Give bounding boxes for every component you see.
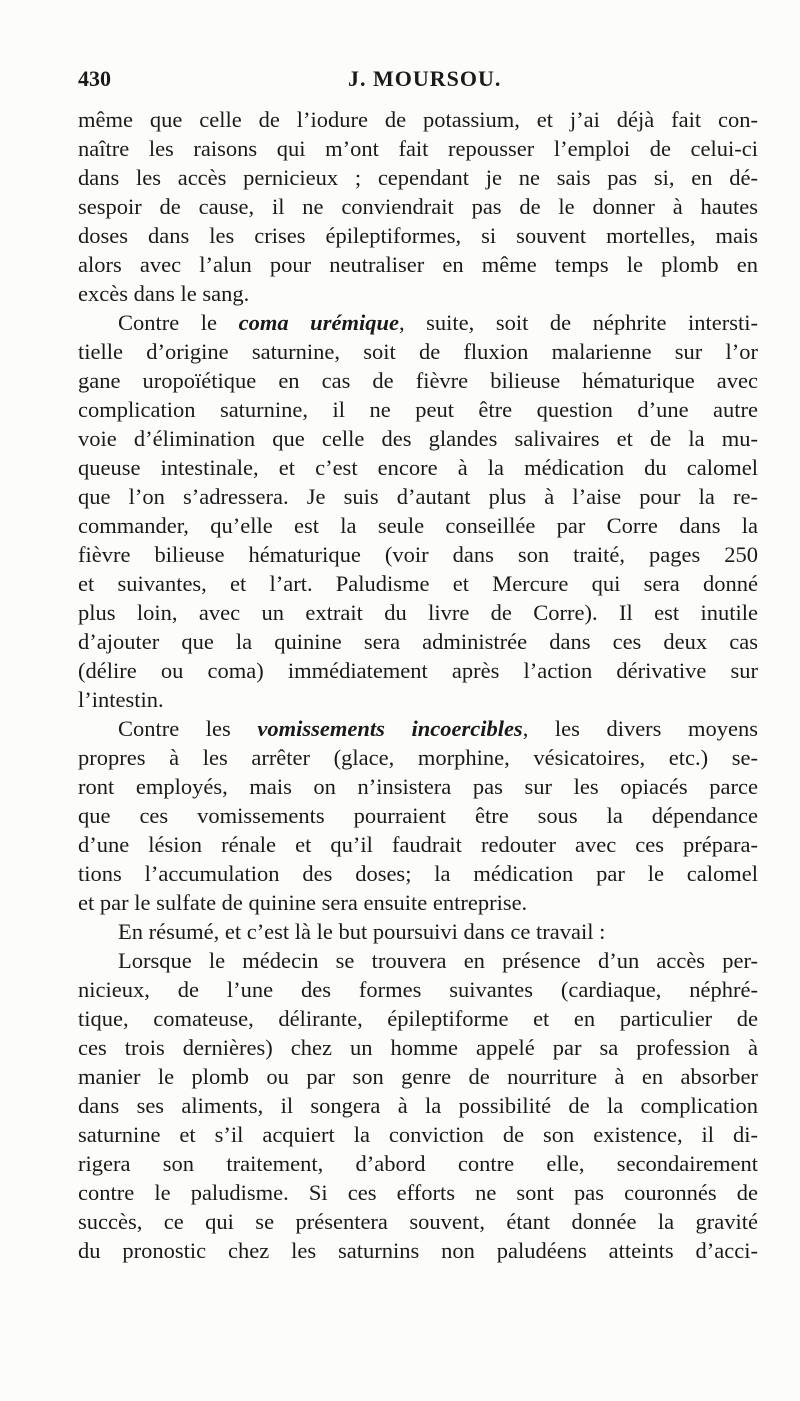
text-fragment: Contre les [118, 716, 231, 741]
text-line: alors avec l’alun pour neutraliser en même temps le plomb en [78, 252, 758, 277]
text-line: propres à les arrêter (glace, morphine, vésicatoires, etc.) se- [78, 745, 758, 770]
text-line: ront employés, mais on n’insistera pas sur les opiacés parce [78, 774, 758, 799]
page-number: 430 [78, 66, 111, 91]
text-line: dans les accès pernicieux ; cependant je ne sais pas si, en dé- [78, 165, 758, 190]
text-line: doses dans les crises épileptiformes, si souvent mortelles, mais [78, 223, 758, 248]
text-line: voie d’élimination que celle des glandes salivaires et de la mu- [78, 426, 758, 451]
text-line: commander, qu’elle est la seule conseillée par Corre dans la [78, 513, 758, 538]
text-line: tielle d’origine saturnine, soit de fluxion malarienne sur l’or [78, 339, 758, 364]
text-line: rigera son traitement, d’abord contre elle, secondairement [78, 1151, 758, 1176]
text-line: saturnine et s’il acquiert la conviction de son existence, il di- [78, 1122, 758, 1147]
text-line: succès, ce qui se présentera souvent, étant donnée la gravité [78, 1209, 758, 1234]
text-fragment: , les divers moyens [522, 716, 758, 741]
text-line: du pronostic chez les saturnins non paludéens atteints d’acci- [78, 1238, 758, 1263]
page-header [78, 66, 758, 92]
text-line: (délire ou coma) immédiatement après l’action dérivative sur [78, 658, 758, 683]
emphasis-vomissements: vomissements incoercibles [257, 716, 523, 741]
text-line-vomissements [78, 714, 758, 743]
text-line: tions l’accumulation des doses; la médication par le calomel [78, 861, 758, 886]
text-line: d’une lésion rénale et qu’il faudrait redouter avec ces prépara- [78, 832, 758, 857]
text-line: nicieux, de l’une des formes suivantes (cardiaque, néphré- [78, 977, 758, 1002]
text-line: queuse intestinale, et c’est encore à la médication du calomel [78, 455, 758, 480]
text-line: dans ses aliments, il songera à la possibilité de la complication [78, 1093, 758, 1118]
body-text [78, 105, 758, 1265]
running-head: J. MOURSOU. [348, 66, 502, 91]
text-fragment: , suite, soit de néphrite intersti- [398, 310, 758, 335]
text-line: contre le paludisme. Si ces efforts ne sont pas couronnés de [78, 1180, 758, 1205]
text-line: gane uropoïétique en cas de fièvre bilieuse hématurique avec [78, 368, 758, 393]
text-line: Lorsque le médecin se trouvera en présence d’un accès per- [118, 948, 758, 973]
text-line: sespoir de cause, il ne conviendrait pas de le donner à hautes [78, 194, 758, 219]
emphasis-coma-uremique: coma urémique [238, 310, 399, 335]
text-line: plus loin, avec un extrait du livre de Corre). Il est inutile [78, 600, 758, 625]
text-line: fièvre bilieuse hématurique (voir dans son traité, pages 250 [78, 542, 758, 567]
text-line: complication saturnine, il ne peut être question d’une autre [78, 397, 758, 422]
text-line: que l’on s’adressera. Je suis d’autant plus à l’aise pour la re- [78, 484, 758, 509]
text-line: naître les raisons qui m’ont fait repousser l’emploi de celui-ci [78, 136, 758, 161]
text-line: ces trois dernières) chez un homme appelé par sa profession à [78, 1035, 758, 1060]
text-fragment: Contre le [118, 310, 218, 335]
text-line: l’intestin. [78, 687, 164, 712]
text-line: et par le sulfate de quinine sera ensuite entreprise. [78, 890, 528, 915]
text-line: excès dans le sang. [78, 281, 250, 306]
text-line: d’ajouter que la quinine sera administrée dans ces deux cas [78, 629, 758, 654]
text-line: tique, comateuse, délirante, épileptiforme et en particulier de [78, 1006, 758, 1031]
text-line: et suivantes, et l’art. Paludisme et Mercure qui sera donné [78, 571, 758, 596]
text-line: En résumé, et c’est là le but poursuivi dans ce travail : [118, 919, 606, 944]
text-line: même que celle de l’iodure de potassium, et j’ai déjà fait con- [78, 107, 758, 132]
text-line: manier le plomb ou par son genre de nourriture à en absorber [78, 1064, 758, 1089]
text-line-coma [78, 308, 758, 337]
text-line: que ces vomissements pourraient être sous la dépendance [78, 803, 758, 828]
